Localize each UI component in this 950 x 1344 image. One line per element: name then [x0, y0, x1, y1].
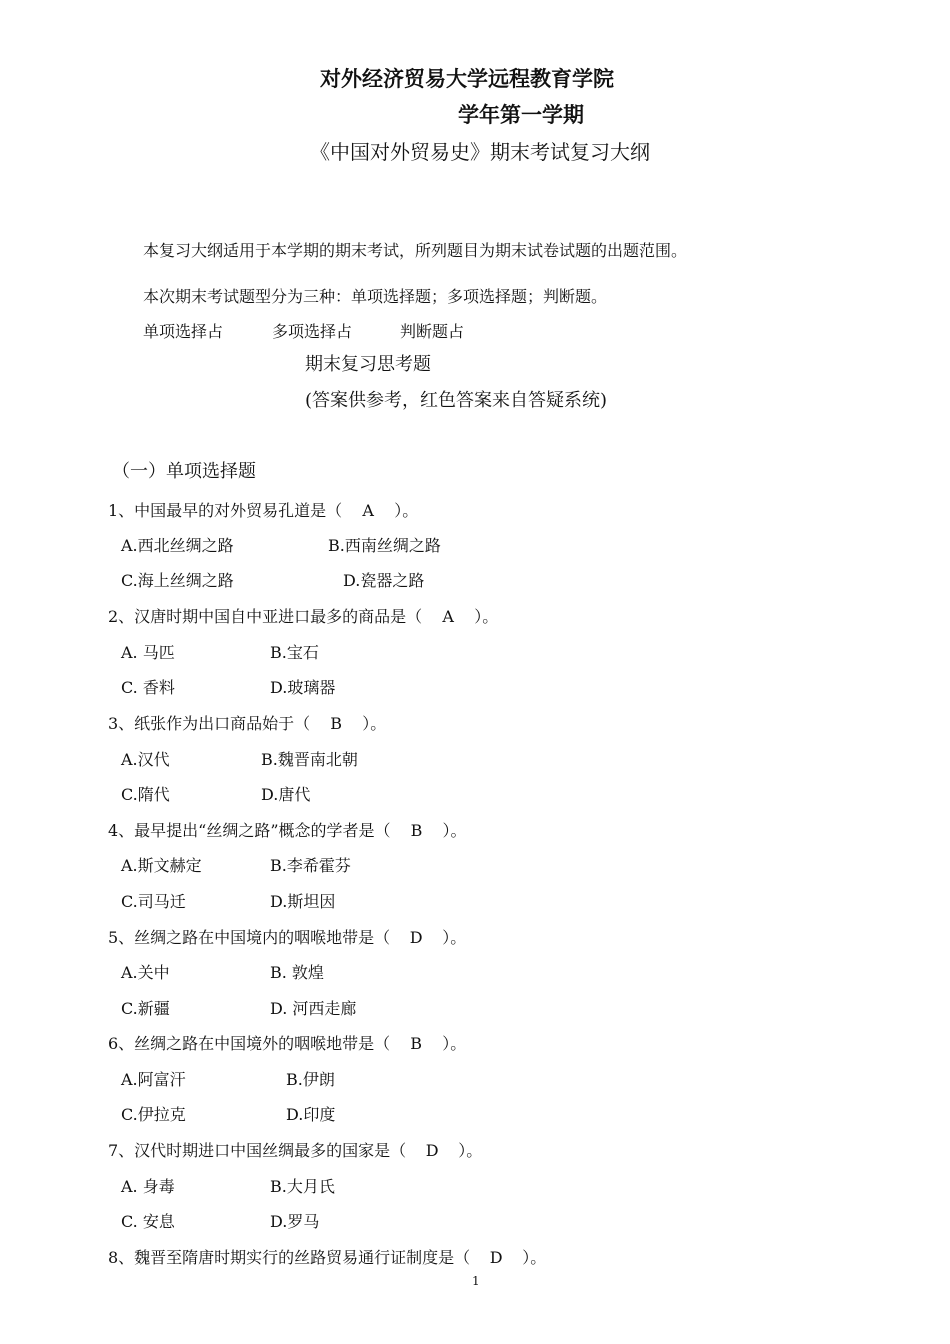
question-stem: 4、最早提出“丝绸之路”概念的学者是（: [108, 821, 391, 840]
option-a: A. 马匹: [121, 643, 175, 662]
question-answer: B: [330, 714, 343, 733]
question-stem: 3、纸张作为出口商品始于（: [108, 714, 311, 733]
option-c: C.海上丝绸之路: [121, 571, 234, 590]
option-a: A.斯文赫定: [121, 856, 202, 875]
course-outline-title: 《中国对外贸易史》期末考试复习大纲: [310, 140, 650, 164]
option-b: B.大月氏: [270, 1177, 335, 1196]
option-c: C.司马迁: [121, 892, 186, 911]
option-c: C.新疆: [121, 999, 170, 1018]
section-single-choice-title: （一）单项选择题: [112, 461, 256, 482]
option-d: D.瓷器之路: [343, 571, 425, 590]
question-stem: 2、汉唐时期中国自中亚进口最多的商品是（: [108, 607, 423, 626]
question-answer: D: [489, 1248, 503, 1267]
option-b: B. 敦煌: [270, 963, 324, 982]
option-a: A.关中: [121, 963, 170, 982]
option-c: C.伊拉克: [121, 1105, 186, 1124]
option-c: C. 安息: [121, 1212, 175, 1231]
intro-paragraph-2: 本次期末考试题型分为三种：单项选择题；多项选择题；判断题。: [143, 287, 608, 306]
option-b: B.李希霍芬: [270, 856, 351, 875]
question-answer: B: [410, 1034, 423, 1053]
document-title: 对外经济贸易大学远程教育学院: [320, 67, 614, 91]
option-a: A.西北丝绸之路: [121, 536, 234, 555]
option-a: A.阿富汗: [121, 1070, 186, 1089]
question-stem: 1、中国最早的对外贸易孔道是（: [108, 501, 343, 520]
option-d: D.印度: [286, 1105, 336, 1124]
score-multiple-choice: 多项选择占: [272, 322, 353, 341]
question-close: ）。: [442, 821, 467, 840]
question-stem: 6、丝绸之路在中国境外的咽喉地带是（: [108, 1034, 391, 1053]
question-8: [108, 1245, 546, 1268]
question-close: ）。: [458, 1141, 483, 1160]
question-1: [108, 498, 418, 521]
question-close: ）。: [394, 501, 419, 520]
question-2: [108, 604, 498, 627]
question-close: ）。: [362, 714, 387, 733]
option-d: D.罗马: [270, 1212, 320, 1231]
answer-note: (答案供参考，红色答案来自答疑系统): [305, 390, 608, 411]
question-close: ）。: [522, 1248, 547, 1267]
option-d: D.玻璃器: [270, 678, 336, 697]
question-answer: A: [442, 607, 454, 626]
option-b: B.宝石: [270, 643, 319, 662]
question-answer: B: [410, 821, 423, 840]
option-b: B.魏晋南北朝: [261, 750, 358, 769]
question-answer: A: [362, 501, 374, 520]
review-heading: 期末复习思考题: [305, 354, 431, 375]
option-d: D. 河西走廊: [270, 999, 357, 1018]
question-close: ）。: [442, 928, 467, 947]
question-stem: 8、魏晋至隋唐时期实行的丝路贸易通行证制度是（: [108, 1248, 471, 1267]
question-3: [108, 711, 386, 734]
question-stem: 5、丝绸之路在中国境内的咽喉地带是（: [108, 928, 391, 947]
question-answer: D: [409, 928, 423, 947]
question-stem: 7、汉代时期进口中国丝绸最多的国家是（: [108, 1141, 407, 1160]
option-b: B.伊朗: [286, 1070, 335, 1089]
option-d: D.唐代: [261, 785, 311, 804]
intro-paragraph-1: 本复习大纲适用于本学期的期末考试，所列题目为期末试卷试题的出题范围。: [143, 241, 688, 260]
option-a: A. 身毒: [121, 1177, 175, 1196]
score-single-choice: 单项选择占: [143, 322, 224, 341]
option-a: A.汉代: [121, 750, 170, 769]
option-b: B.西南丝绸之路: [328, 536, 441, 555]
semester-title: 学年第一学期: [458, 103, 584, 127]
question-5: [108, 925, 466, 948]
page-number: 1: [472, 1274, 480, 1288]
score-judgement: 判断题占: [400, 322, 465, 341]
option-c: C.隋代: [121, 785, 170, 804]
question-close: ）。: [474, 607, 499, 626]
question-close: ）。: [442, 1034, 467, 1053]
question-4: [108, 818, 467, 841]
option-c: C. 香料: [121, 678, 175, 697]
option-d: D.斯坦因: [270, 892, 336, 911]
question-6: [108, 1031, 466, 1054]
question-answer: D: [425, 1141, 439, 1160]
question-7: [108, 1138, 482, 1161]
